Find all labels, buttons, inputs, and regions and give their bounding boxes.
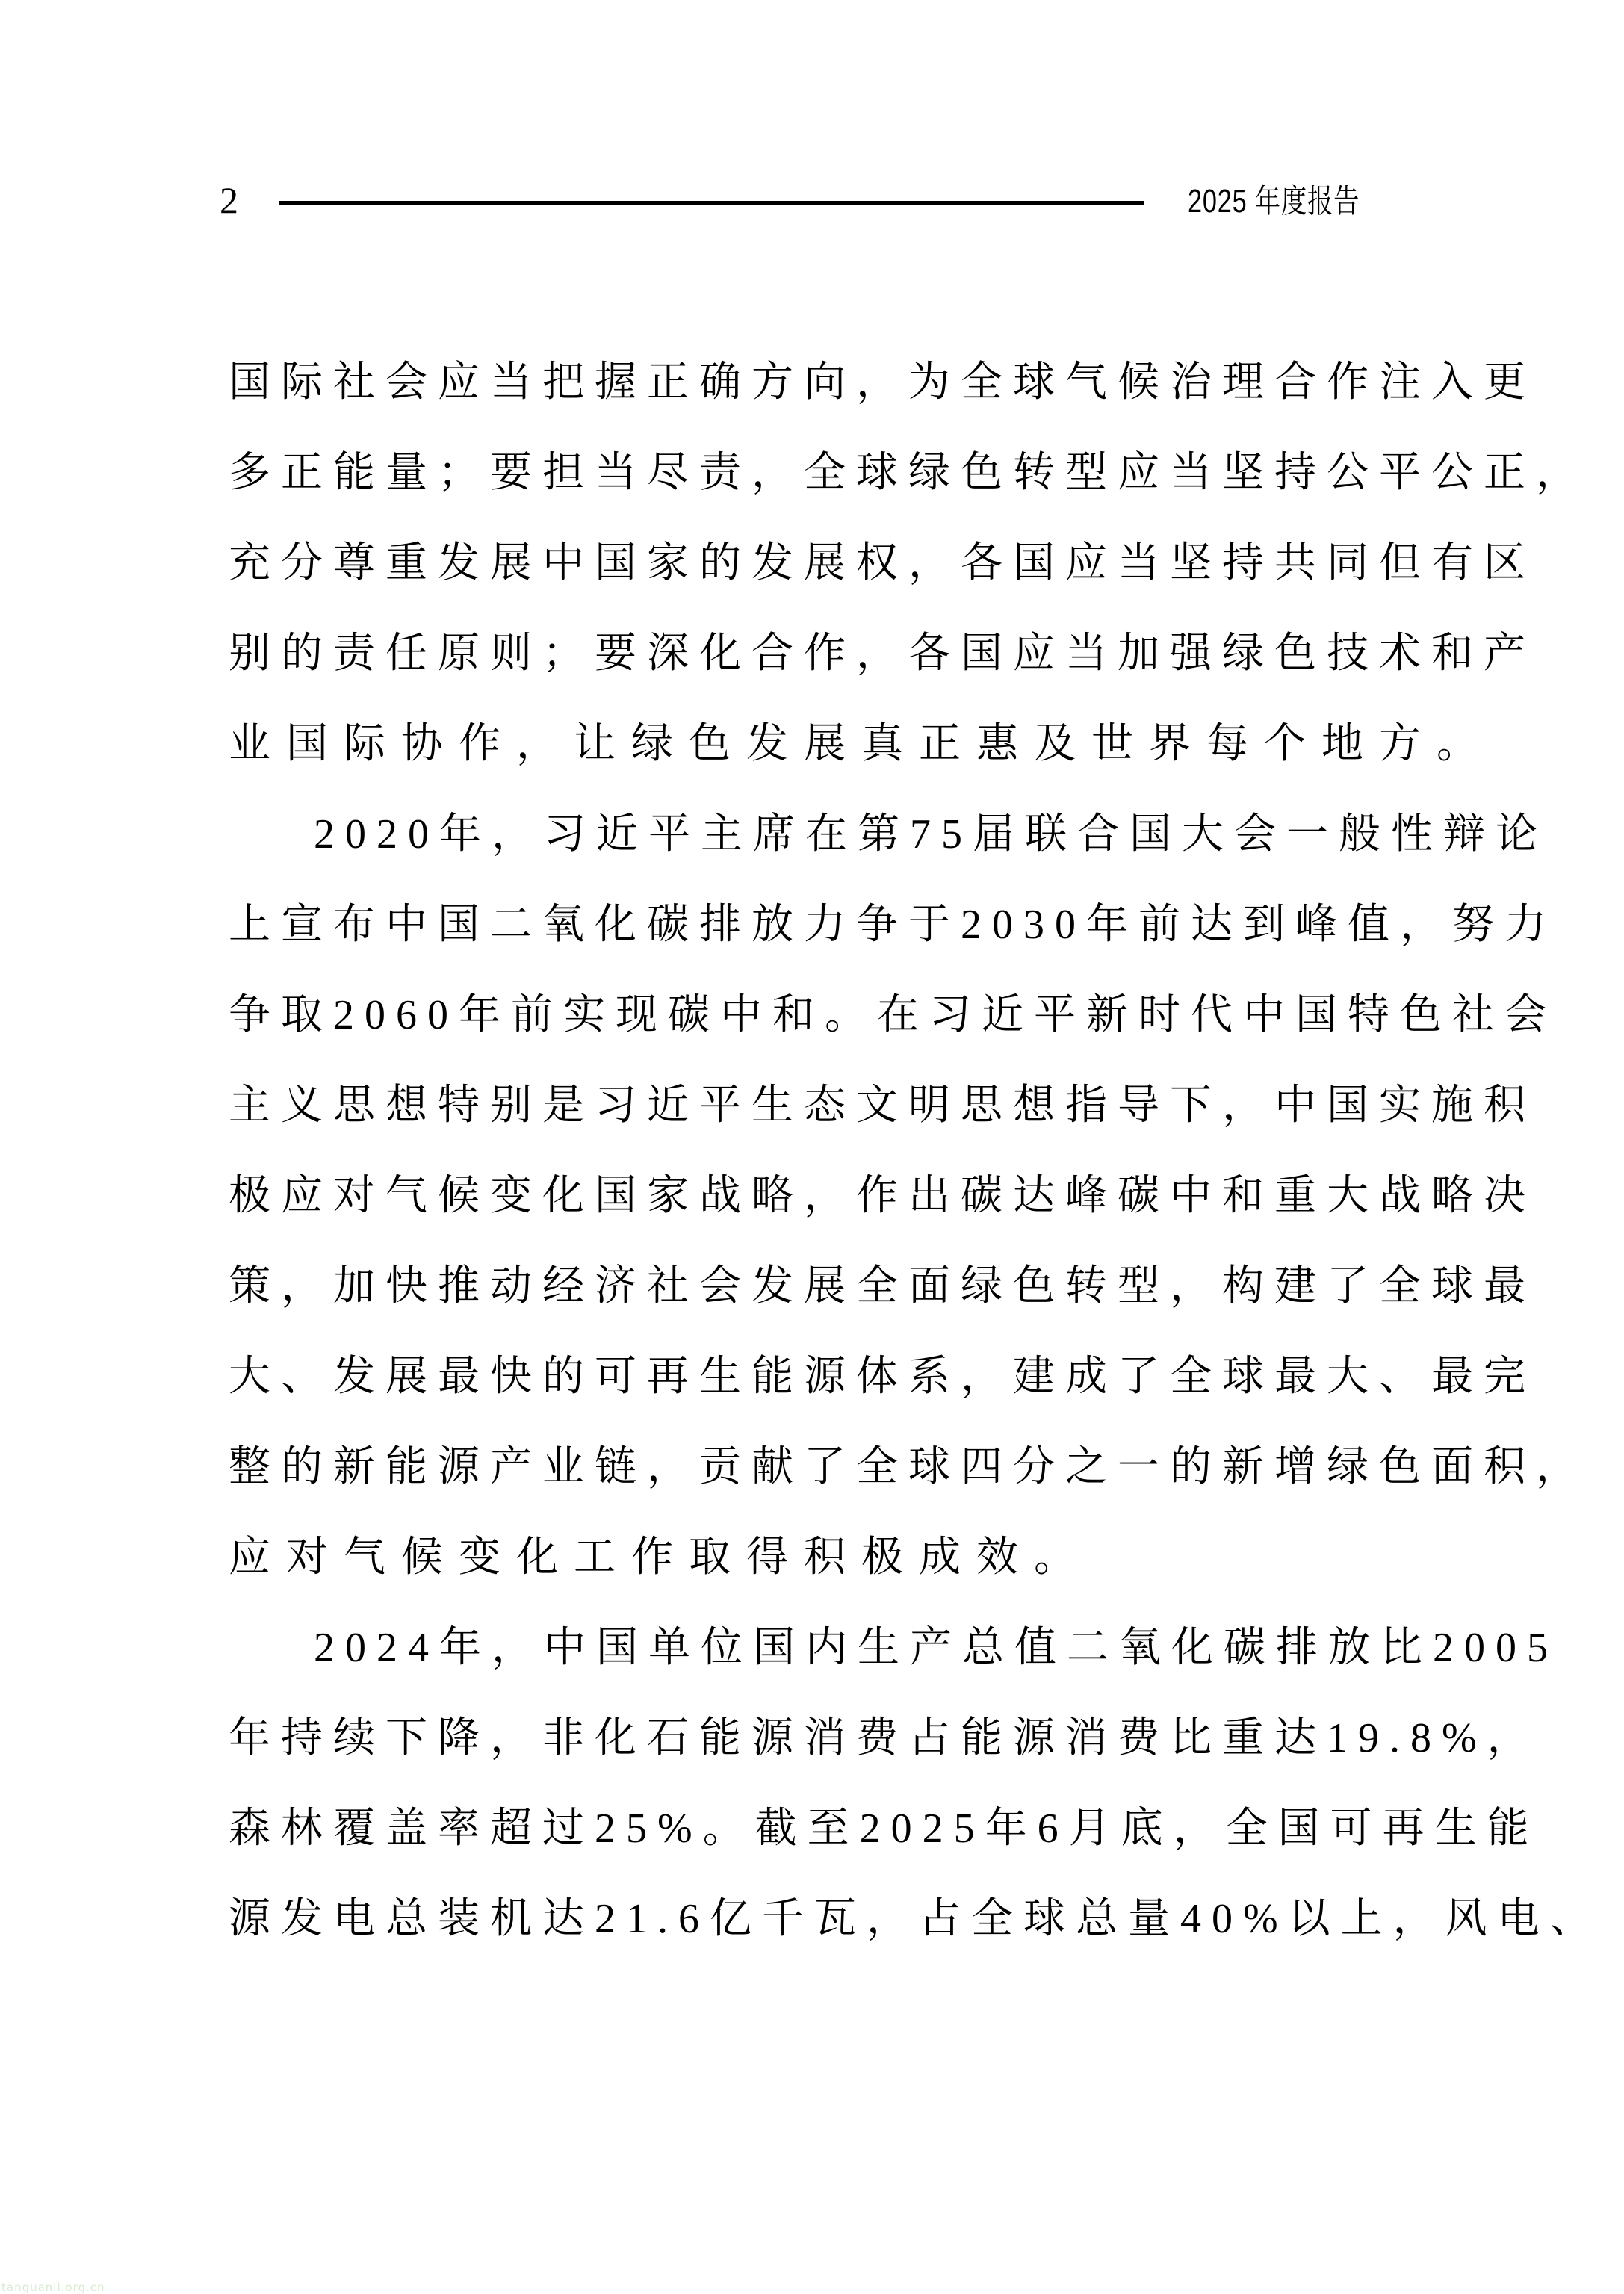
text-line: 争 取 2 0 6 0 年 前 实 现 碳 中 和 。 在 习 近 平 新 时 代 中 国 特 色 社 会 [229,992,1546,1038]
text-line: 策 ， 加 快 推 动 经 济 社 会 发 展 全 面 绿 色 转 型 ， 构 建 了 全 球 最 [229,1263,1525,1309]
page-number: 2 [220,179,238,221]
text-line: 上 宣 布 中 国 二 氧 化 碳 排 放 力 争 于 2 0 3 0 年 前 达 到 峰 值 ， 努 力 [229,902,1546,948]
text-line: 别 的 责 任 原 则 ； 要 深 化 合 作 ， 各 国 应 当 加 强 绿 色 技 术 和 产 [229,630,1525,677]
paragraph-3 [229,1618,1592,1980]
text-line: 大 、 发 展 最 快 的 可 再 生 能 源 体 系 ， 建 成 了 全 球 最 大 、 最 完 [229,1354,1525,1400]
header-rule-divider [279,201,1144,205]
body-text [229,353,1592,1980]
text-line: 业国际协作，让绿色发展真正惠及世界每个地方。 [229,721,1494,767]
text-line: 整 的 新 能 源 产 业 链 ， 贡 献 了 全 球 四 分 之 一 的 新 增 绿 色 面 积 ， [229,1444,1578,1490]
text-line: 2 0 2 4 年 ， 中 国 单 位 国 内 生 产 总 值 二 氧 化 碳 排 放 比 2 0 0 5 [314,1625,1548,1671]
text-line: 国 际 社 会 应 当 把 握 正 确 方 向 ， 为 全 球 气 候 治 理 合 作 注 入 更 [229,359,1525,406]
text-line: 源 发 电 总 装 机 达 2 1 . 6 亿 千 瓦 ， 占 全 球 总 量 4 0 % 以 上 ， 风 电 、 [229,1896,1592,1942]
text-line: 应对气候变化工作取得积极成效。 [229,1534,1091,1581]
text-line: 极 应 对 气 候 变 化 国 家 战 略 ， 作 出 碳 达 峰 碳 中 和 重 大 战 略 决 [229,1173,1525,1219]
text-line: 年 持 续 下 降 ， 非 化 石 能 源 消 费 占 能 源 消 费 比 重 达 1 9 . 8 % ， [229,1715,1529,1761]
page-header [0,0,1624,239]
text-line: 多 正 能 量 ； 要 担 当 尽 责 ， 全 球 绿 色 转 型 应 当 坚 持 公 平 公 正 ， [229,450,1578,496]
text-line: 2 0 2 0 年 ， 习 近 平 主 席 在 第 7 5 届 联 合 国 大 会 一 般 性 辩 论 [314,811,1537,858]
paragraph-1 [229,353,1578,805]
watermark: tanguanli.org.cn [1,2281,105,2294]
text-line: 充 分 尊 重 发 展 中 国 家 的 发 展 权 ， 各 国 应 当 坚 持 共 同 但 有 区 [229,540,1525,586]
text-line: 主 义 思 想 特 别 是 习 近 平 生 态 文 明 思 想 指 导 下 ， 中 国 实 施 积 [229,1082,1525,1129]
running-header-title: 2025 年度报告 [1188,183,1360,220]
text-line: 森 林 覆 盖 率 超 过 2 5 % 。 截 至 2 0 2 5 年 6 月 底 ， 全 国 可 再 生 能 [229,1805,1529,1852]
paragraph-2 [229,805,1578,1618]
